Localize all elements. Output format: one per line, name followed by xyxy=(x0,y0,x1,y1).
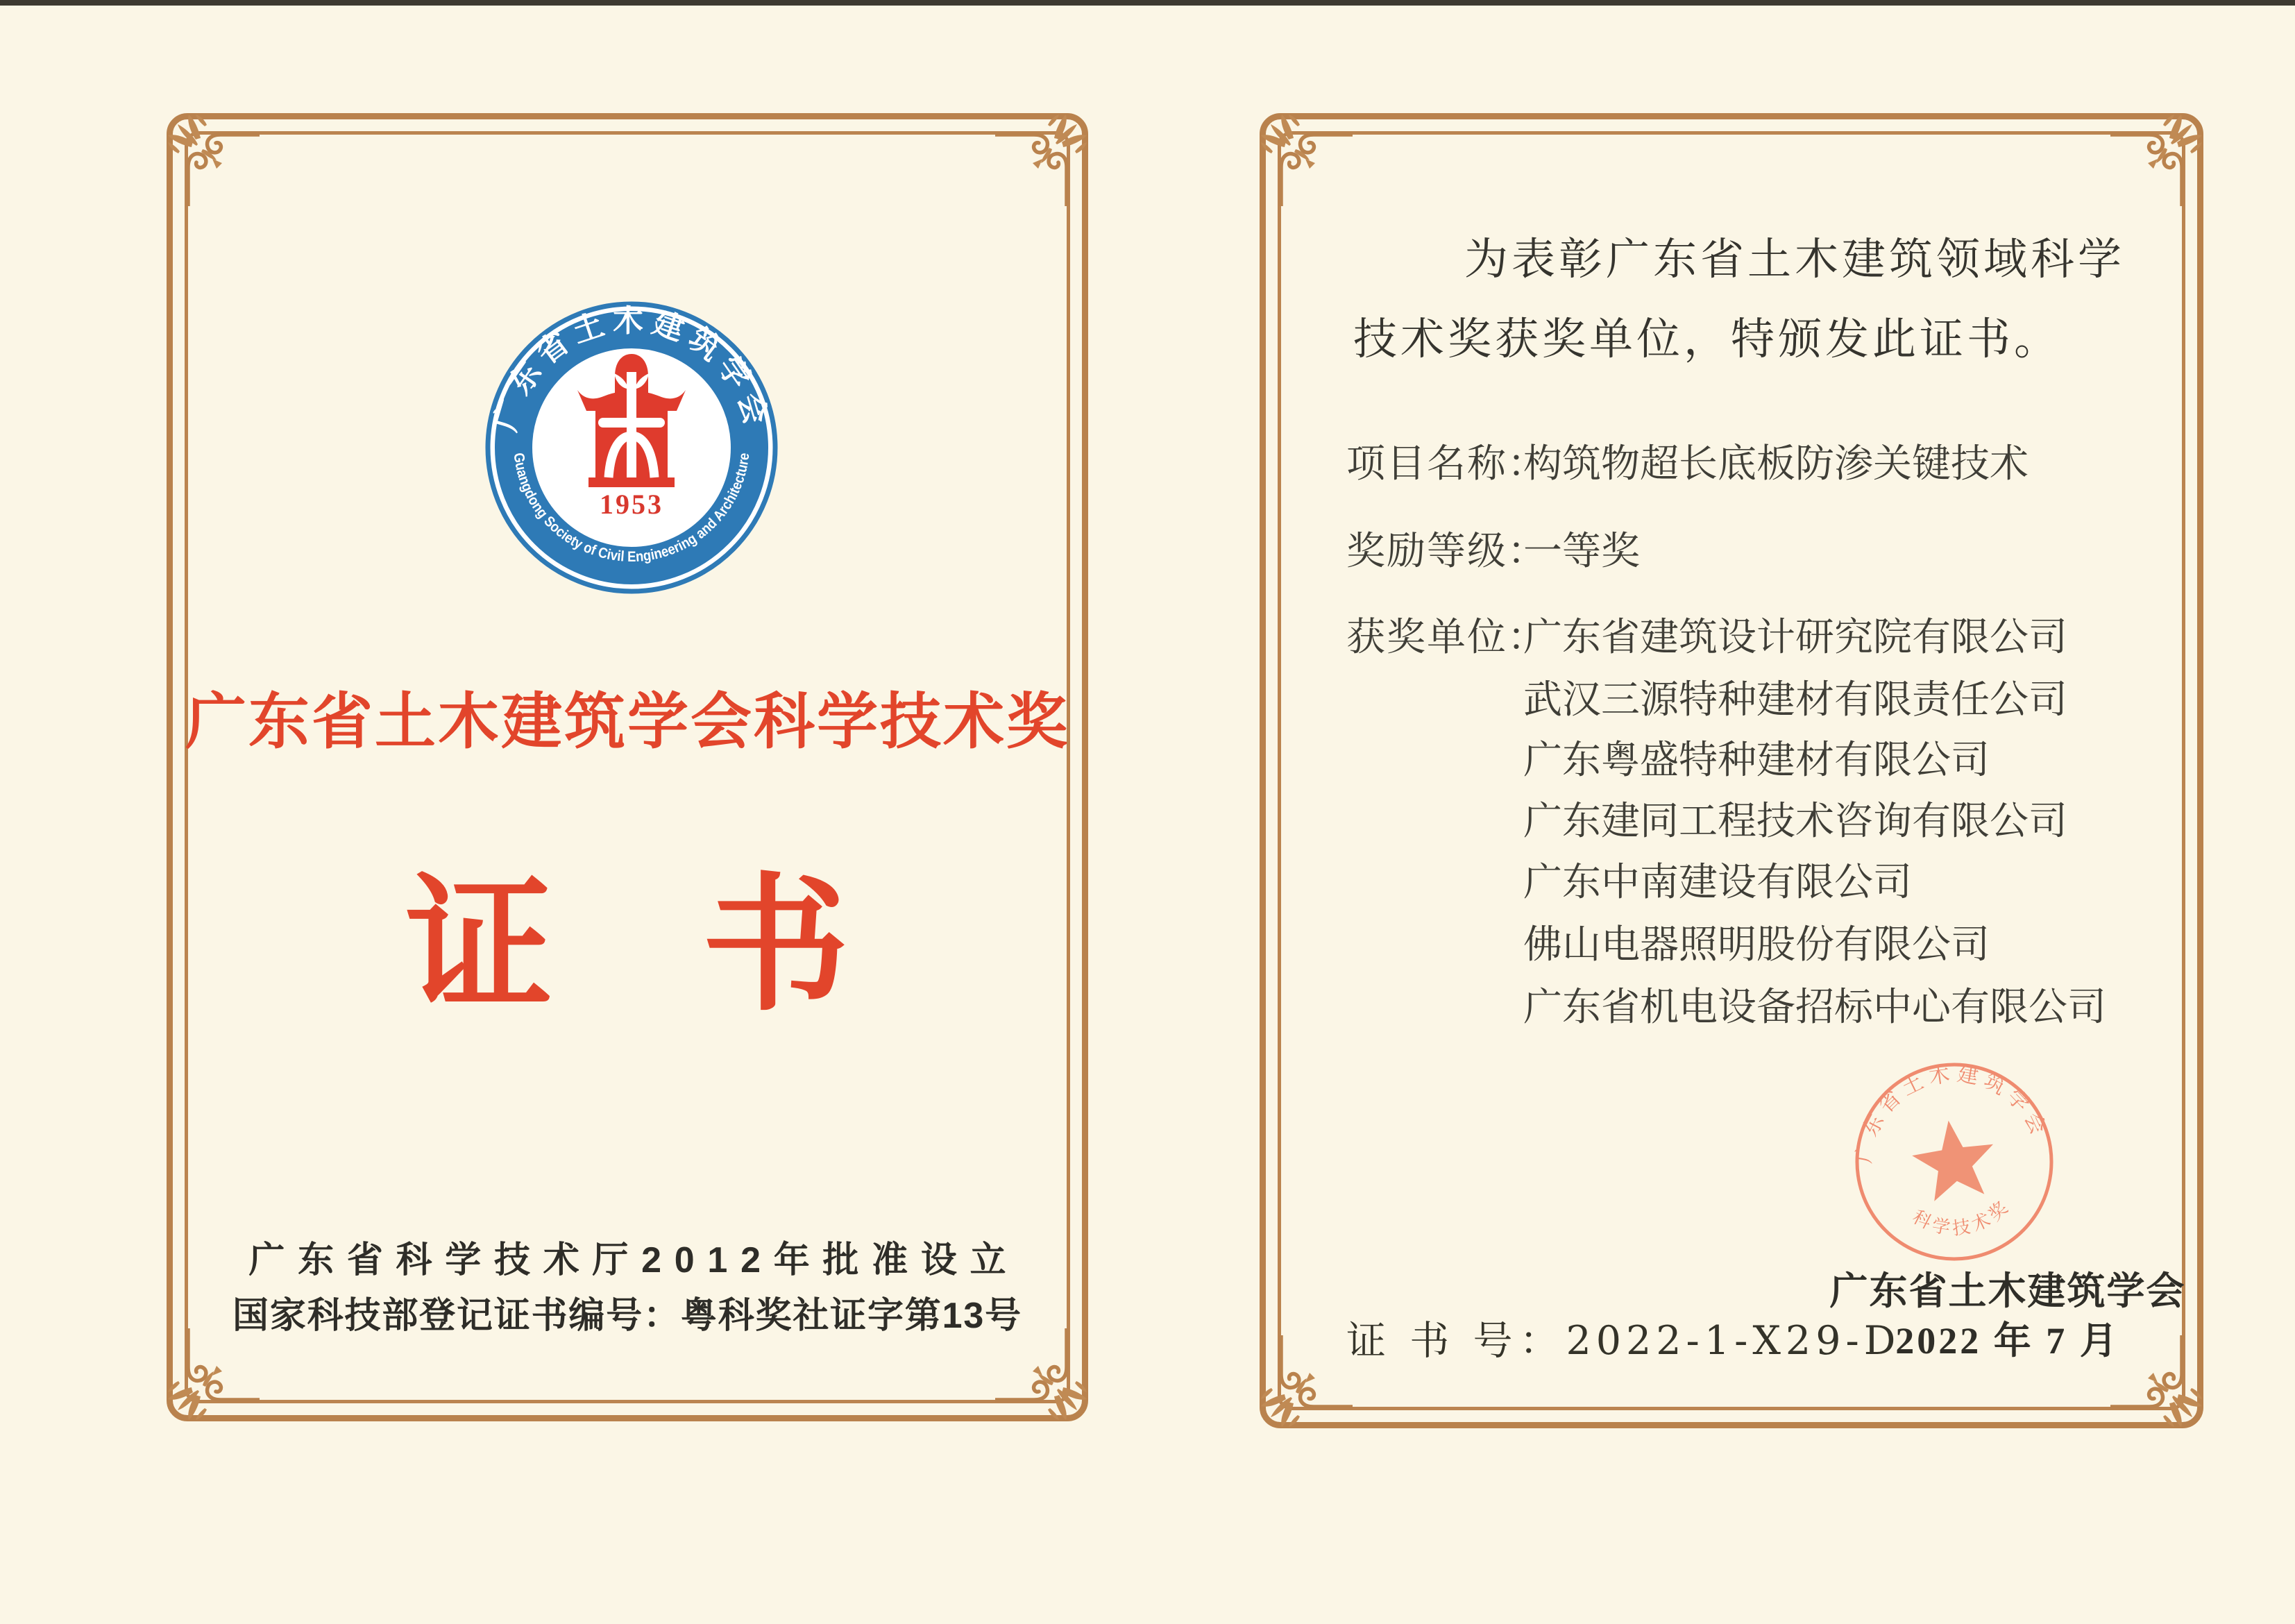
winners-row xyxy=(1346,616,2067,660)
certificate-number-value: 2022-1-X29-D xyxy=(1566,1318,1901,1364)
society-logo xyxy=(479,295,784,600)
citation-line-1: 为表彰广东省土木建筑领域科学 xyxy=(1464,235,2125,284)
winner-item: 佛山电器照明股份有限公司 xyxy=(1523,924,1990,967)
winner-item: 广东中南建设有限公司 xyxy=(1523,861,1912,904)
citation-line-2: 技术奖获奖单位，特颁发此证书。 xyxy=(1353,315,2061,364)
corner-flourish-icon xyxy=(995,115,1087,206)
certificate-cover-page xyxy=(167,113,1088,1421)
registration-number-note: 国家科技部登记证书编号：粤科奖社证字第13号 xyxy=(232,1296,1022,1336)
corner-flourish-icon xyxy=(1261,115,1353,206)
corner-flourish-icon xyxy=(168,115,260,206)
certificate-number-label: 证 书 号： xyxy=(1346,1319,1566,1363)
issue-date: 2022 年 7 月 xyxy=(1895,1320,2120,1362)
seal-star-icon xyxy=(1908,1115,1999,1203)
scan-edge-artifact xyxy=(0,0,2295,6)
certificate-heading xyxy=(167,865,1088,1028)
approval-note: 广东省科学技术厅2012年批准设立 xyxy=(248,1240,1019,1280)
certificate-number-row xyxy=(1346,1309,1900,1366)
certificate-heading-char1: 证 xyxy=(405,865,553,1028)
logo-year: 1953 xyxy=(600,489,663,520)
certificate-heading-char2: 书 xyxy=(702,865,849,1028)
winner-item: 广东粤盛特种建材有限公司 xyxy=(1523,739,1990,782)
project-name-row xyxy=(1346,442,2029,487)
corner-flourish-icon xyxy=(995,1328,1087,1420)
logo-arc-text-cn: 广东省土木建筑学会 xyxy=(488,303,775,435)
issuer-name: 广东省土木建筑学会 xyxy=(1829,1270,2186,1312)
corner-flourish-icon xyxy=(2110,115,2202,206)
winner-item: 广东省建筑设计研究院有限公司 xyxy=(1523,616,2067,659)
winner-item: 武汉三源特种建材有限责任公司 xyxy=(1523,679,2067,722)
award-grade-value: 一等奖 xyxy=(1523,530,1640,573)
corner-flourish-icon xyxy=(168,1328,260,1420)
award-grade-row xyxy=(1346,530,1640,574)
seal-bottom-text: 科学技术奖 xyxy=(1909,1194,2015,1240)
seal-arc-text: 广东省土木建筑学会 xyxy=(1852,1062,2052,1165)
logo-arc-text-en: Guangdong Society of Civil Engineering and Architecture xyxy=(510,450,753,566)
award-title: 广东省土木建筑学会科学技术奖 xyxy=(185,689,1069,756)
project-name-value: 构筑物超长底板防渗关键技术 xyxy=(1523,443,2029,486)
winner-item: 广东建同工程技术咨询有限公司 xyxy=(1523,800,2067,843)
corner-flourish-icon xyxy=(1261,1335,1353,1427)
award-grade-label: 奖励等级： xyxy=(1346,530,1548,573)
official-seal xyxy=(1852,1059,2057,1264)
project-name-label: 项目名称： xyxy=(1346,443,1548,486)
certificate-content-page xyxy=(1260,113,2203,1428)
winners-label: 获奖单位： xyxy=(1346,616,1548,659)
winner-item: 广东省机电设备招标中心有限公司 xyxy=(1523,986,2106,1029)
